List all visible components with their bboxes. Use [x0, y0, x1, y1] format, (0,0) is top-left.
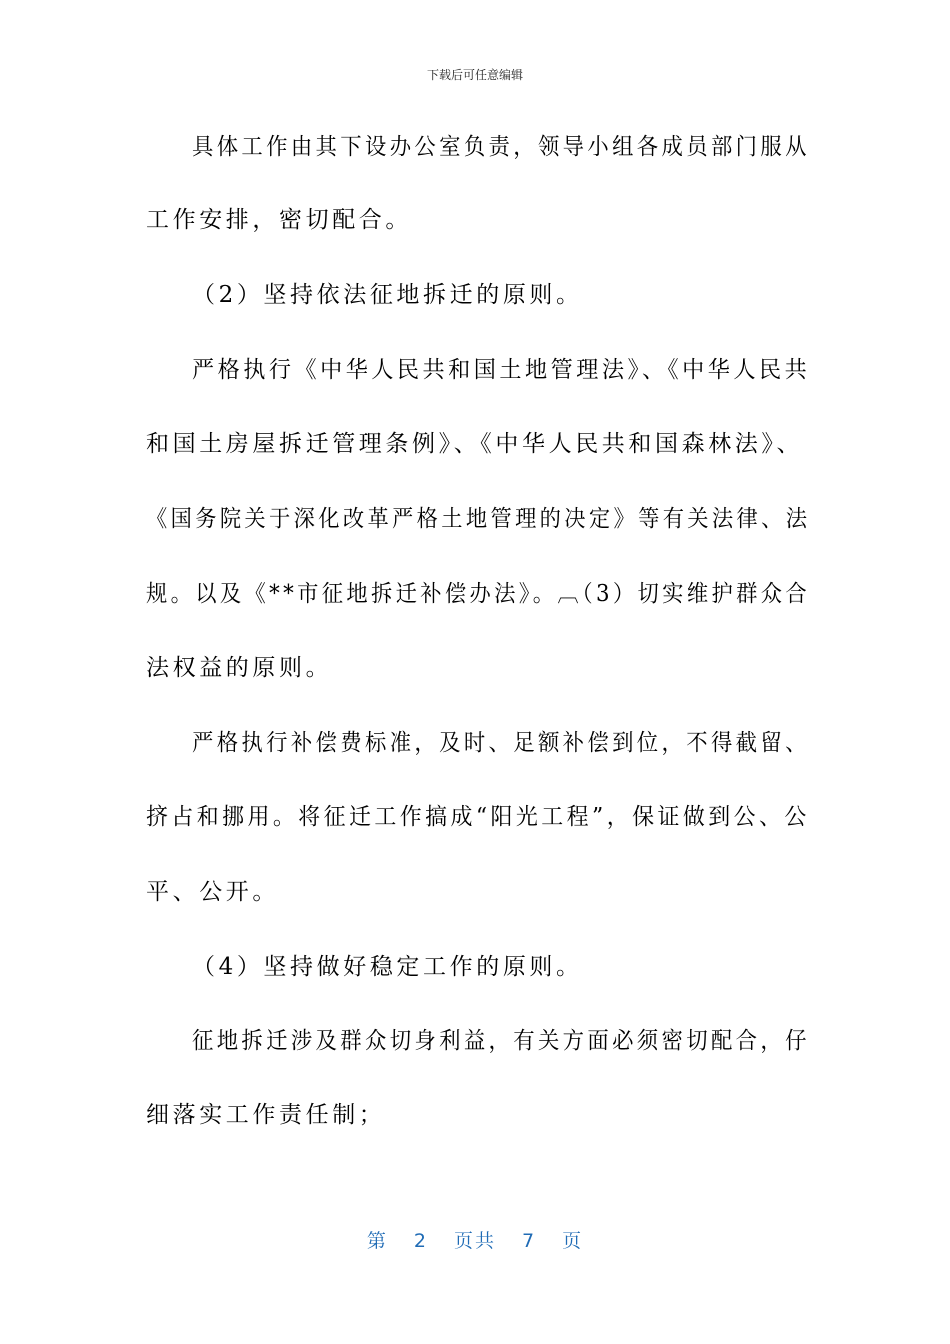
text-line: 《国务院关于深化改革严格土地管理的决定》等有关法律、法 [146, 506, 811, 532]
text-line: 具体工作由其下设办公室负责，领导小组各成员部门服从 [192, 134, 810, 160]
text-line: 严格执行补偿费标准，及时、足额补偿到位，不得截留、 [192, 730, 810, 756]
text-line: 征地拆迁涉及群众切身利益，有关方面必须密切配合，仔 [192, 1028, 810, 1054]
section-heading: （4）坚持做好稳定工作的原则。 [192, 954, 583, 980]
text-line: 规。以及《**市征地拆迁补偿办法》。︹（3）切实维护群众合 [146, 581, 810, 607]
text-line: 工作安排，密切配合。 [146, 207, 412, 233]
header-note: 下载后可任意编辑 [426, 68, 523, 82]
text-line: 平、公开。 [146, 879, 279, 905]
section-heading: （2）坚持依法征地拆迁的原则。 [192, 282, 583, 308]
page-number-footer: 第 2 页共 7 页 [366, 1230, 584, 1252]
text-line: 细落实工作责任制； [146, 1102, 386, 1128]
text-line: 严格执行《中华人民共和国土地管理法》、《中华人民共 [192, 357, 811, 383]
text-line: 挤占和挪用。将征迁工作搞成“阳光工程”，保证做到公、公 [146, 804, 810, 830]
text-line: 和国土房屋拆迁管理条例》、《中华人民共和国森林法》、 [146, 431, 804, 457]
text-line: 法权益的原则。 [146, 655, 333, 681]
